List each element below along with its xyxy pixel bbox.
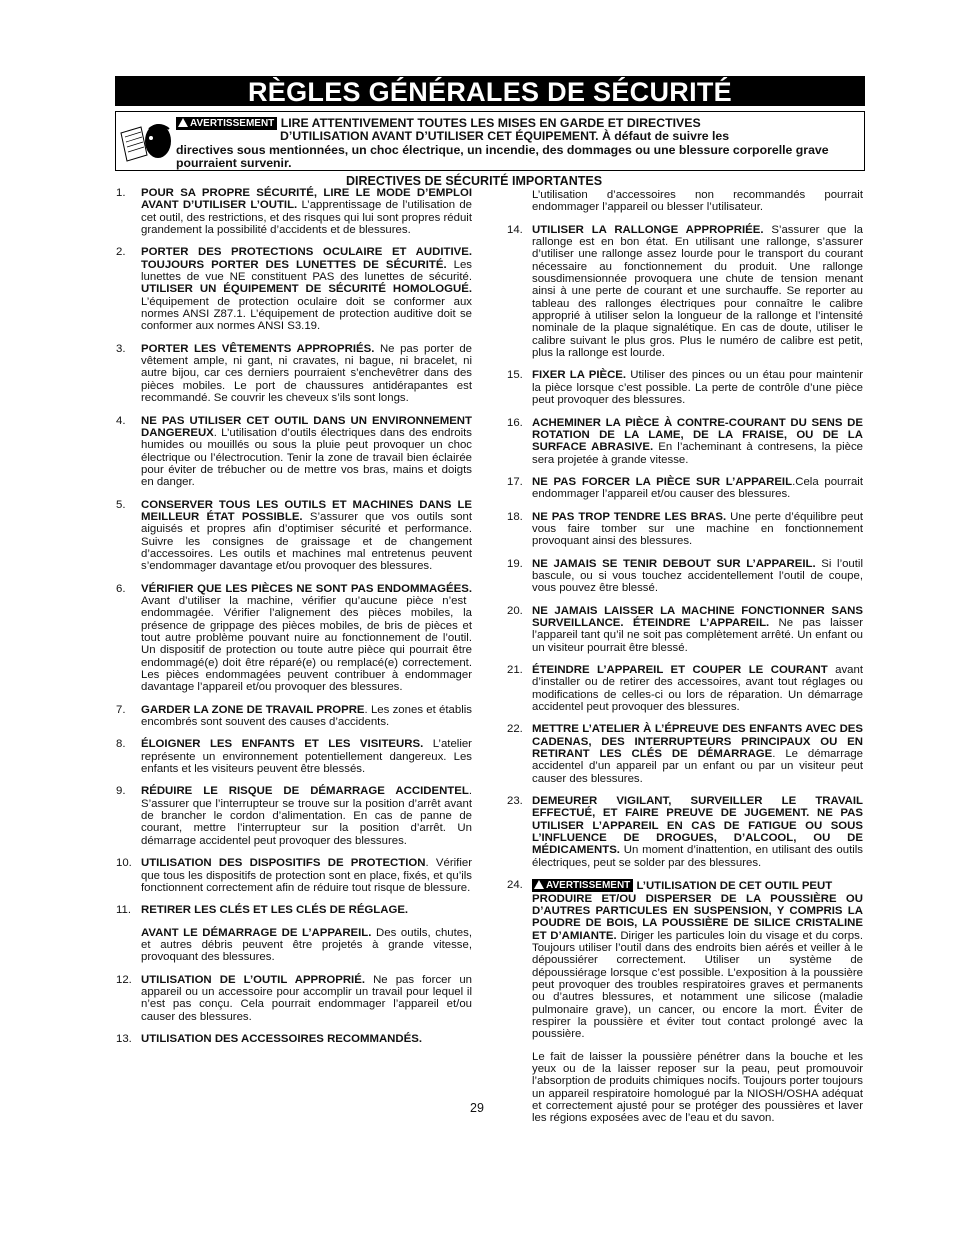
list-item: 1. POUR SA PROPRE SÉCURITÉ, LIRE LE MODE D’EMPLOI AVANT D’UTILISER L’OUTIL. L’apprentissage de l’utilisation de cet outil, des restrictions, et des risques qui lui sont propres réduit grandement la possibilité d’accidents et de blessures. <box>116 187 472 237</box>
list-item: 23. DEMEURER VIGILANT, SURVEILLER LE TRAVAIL EFFECTUÉ, ET FAIRE PREUVE DE JUGEMENT. NE PAS UTILISER L’APPAREIL EN CAS DE FATIGUE OU SOUS L’INFLUENCE DE DROGUES, D’ALCOOL, OU DE MÉDICAMENTS. Un moment d’inattention, en utilisant des outils électriques, peut se solder par des blessures. <box>507 795 863 869</box>
list-item: 6. VÉRIFIER QUE LES PIÈCES NE SONT PAS ENDOMMAGÉES. Avant d’utiliser la machine, vérifier qu’aucune pièce n’est endommagée. Vérifier l’alignement des pièces mobiles, la présence de grippage des pièces mobiles, de bris de pièces et tout autre problème pouvant nuire au fonctionnement de l’outil. Un dispositif de protection ou toute autre pièce qui pourrait être endommagé(e) doit être réparé(e) ou remplacé(e) correctement. Les pièces endommagées peuvent contribuer à endommager davantage l’appareil et/ou provoquer des blessures. <box>116 582 472 694</box>
list-item: 3. PORTER LES VÊTEMENTS APPROPRIÉS. Ne pas porter de vêtement ample, ni gant, ni cravates, ni bague, ni bracelet, ni autre bijou, car ces derniers pourraient s’enchevêtrer dans des pièces mobiles. Le port de chaussures antidérapantes est recommandé. Se couvrir les cheveux s’ils sont longs. <box>116 342 472 405</box>
list-item-warning: 24. AVERTISSEMENT L’UTILISATION DE CET OUTIL PEUT PRODUIRE ET/OU DISPERSER DE LA POUSSIÈRE OU D’AUTRES PARTICULES EN SUSPENSION, Y COMPRIS LA POUDRE DE BOIS, LA POUSSIÈRE DE SILICE CRISTALINE ET D’AMIANTE. Diriger les particules loin du visage et du corps. Toujours utiliser l’outil dans des endroits bien aérés et veiller à le dépoussiérer correctement. Utiliser un système de dépoussiérage lorsque c’est possible. L’exposition à la poussière peut provoquer des troubles respiratoires graves et permanents ou d’autres blessures, et notamment une silicose (maladie pulmonaire grave), un cancer, ou encore la mort. Éviter de respirer la poussière et éviter tout contact prolongé avec la poussière. <box>507 879 863 1041</box>
list-item: 13. UTILISATION DES ACCESSOIRES RECOMMANDÉS. <box>116 1032 422 1045</box>
list-item: 5. CONSERVER TOUS LES OUTILS ET MACHINES DANS LE MEILLEUR ÉTAT POSSIBLE. S’assurer que vos outils sont aiguisés et propres afin d’optimiser sécurité et performance. Suivre les consignes de graissage et de changement d’accessoires. Les outils et machines mal entretenus peuvent s’endommager davantage et/ou provoquer des blessures. <box>116 498 472 573</box>
paragraph: Le fait de laisser la poussière pénétrer dans la bouche et les yeux ou de la laisser reposer sur la peau, peut promouvoir l’absorption de produits chimiques nocifs. Toujours porter toujours un appareil respiratoire homologué par la NIOSH/OSHA adéquat et correctement ajusté pour se protéger des poussières et laver les régions exposées avec de l’eau et du savon. <box>532 1050 863 1125</box>
warning-box <box>115 111 865 171</box>
left-column <box>116 187 472 1055</box>
list-item: 7. GARDER LA ZONE DE TRAVAIL PROPRE. Les zones et établis encombrés sont souvent des causes d’accidents. <box>116 703 472 729</box>
list-item: 10. UTILISATION DES DISPOSITIFS DE PROTECTION. Vérifier que tous les dispositifs de protection sont en place, fixés, et qu’ils fonctionnent correctement afin de réduire tout risque de blessure. <box>116 857 472 894</box>
list-item: 12. UTILISATION DE L’OUTIL APPROPRIÉ. Ne pas forcer un appareil ou un accessoire pour accomplir un travail pour lequel il n’est pas conçu. Cela pourrait endommager l’appareil et/ou causer des blessures. <box>116 973 473 1023</box>
warning-badge: AVERTISSEMENT <box>532 879 633 892</box>
right-column <box>507 189 863 1134</box>
list-item: 14. UTILISER LA RALLONGE APPROPRIÉE. S’assurer que la rallonge est en bon état. En utilisant une rallonge, s’assurer d’utiliser une rallonge assez lourde pour le transport du courant nécessaire au fonctionnement du produit. Une rallonge sousdimensionnée provoquera une chute de tension menant ainsi à une perte de courant et une surchauffe. Se reporter au tableau des rallonges électriques pour connaître le calibre approprié à utiliser selon la longueur de la rallonge et l’intensité nominale de la plaque signalétique. En cas de doute, utiliser le calibre suivant le plus gros. Plus le numéro de calibre est petit, plus la rallonge est lourde. <box>507 223 863 360</box>
page-number: 29 <box>470 1101 484 1115</box>
warning-triangle-icon <box>534 880 544 889</box>
manual-reader-icon <box>119 117 173 165</box>
list-item: 8. ÉLOIGNER LES ENFANTS ET LES VISITEURS. L’atelier représente un environnement potentiellement dangereux. Les enfants et les visiteurs peuvent être blessés. <box>116 738 472 776</box>
list-item: 11. RETIRER LES CLÉS ET LES CLÉS DE RÉGLAGE. <box>116 904 409 917</box>
list-item: 19. NE JAMAIS SE TENIR DEBOUT SUR L’APPAREIL. Si l’outil bascule, ou si vous touchez accidentellement l’outil de coupe, vous pouvez être blessé. <box>507 557 863 595</box>
list-item: 18. NE PAS TROP TENDRE LES BRAS. Une perte d’équilibre peut vous faire tomber sur une machine en fonctionnement provoquant ainsi des blessures. <box>507 510 863 548</box>
list-item: 20. NE JAMAIS LAISSER LA MACHINE FONCTIONNER SANS SURVEILLANCE. ÉTEINDRE L’APPAREIL. Ne pas laisser l’appareil tant qu’il ne soit pas complètement arrêté. Un enfant ou un visiteur pourrait être blessé. <box>507 604 863 654</box>
list-item: 9. RÉDUIRE LE RISQUE DE DÉMARRAGE ACCIDENTEL. S’assurer que l’interrupteur se trouve sur la position d’arrêt avant de brancher le cordon d’alimentation. En cas de panne de courant, mettre l’interrupteur sur la position d’arrêt. Un démarrage accidentel peut provoquer des blessures. <box>116 785 472 847</box>
list-item: L’utilisation d’accessoires non recommandés pourrait endommager l’appareil ou blesser l’utilisateur. <box>532 189 863 214</box>
list-item: 22. METTRE L’ATELIER À L’ÉPREUVE DES ENFANTS AVEC DES CADENAS, DES INTERRUPTEURS PRINCIPAUX OU EN RETIRANT LES CLÉS DE DÉMARRAGE. Le démarrage accidentel d’un appareil par un enfant ou par un visiteur peut causer des blessures. <box>507 723 863 785</box>
page-title: RÈGLES GÉNÉRALES DE SÉCURITÉ <box>115 76 865 106</box>
list-item: 4. NE PAS UTILISER CET OUTIL DANS UN ENVIRONNEMENT DANGEREUX. L’utilisation d’outils électriques dans des endroits humides ou mouillés ou sous la pluie peut provoquer un choc électrique ou l’électrocution. Tenir la zone de travail bien éclairée pour éviter de trébucher ou de mettre vos bras, mains et doigts en danger. <box>116 414 472 489</box>
list-item: 17. NE PAS FORCER LA PIÈCE SUR L’APPAREIL.Cela pourrait endommager l’appareil et/ou causer des blessures. <box>507 475 863 501</box>
warning-badge: AVERTISSEMENT <box>176 117 277 130</box>
section-heading: DIRECTIVES DE SÉCURITÉ IMPORTANTES <box>346 174 603 188</box>
list-item: 15. FIXER LA PIÈCE. Utiliser des pinces ou un étau pour maintenir la pièce lorsque c’est possible. La perte de contrôle d’une pièce peut provoquer des blessures. <box>507 369 863 407</box>
list-item: AVANT LE DÉMARRAGE DE L’APPAREIL. Des outils, chutes, et autres débris peuvent être projetés à grande vitesse, provoquant des blessures. <box>141 926 472 964</box>
list-item: 21. ÉTEINDRE L’APPAREIL ET COUPER LE COURANT avant d’installer ou de retirer des accessoires, avant tout réglages ou modifications de celles-ci ou lors de réparation. Un démarrage accidentel peut provoquer des blessures. <box>507 664 864 714</box>
list-item: 16. ACHEMINER LA PIÈCE À CONTRE-COURANT DU SENS DE ROTATION DE LA LAME, DE LA FRAISE, OU DE LA SURFACE ABRASIVE. En l’acheminant à contresens, la pièce sera projetée à grande vitesse. <box>507 416 863 466</box>
list-item: 2. PORTER DES PROTECTIONS OCULAIRE ET AUDITIVE. TOUJOURS PORTER DES LUNETTES DE SÉCURITÉ. Les lunettes de vue NE constituent PAS des lunettes de sécurité. UTILISER UN ÉQUIPEMENT DE SÉCURITÉ HOMOLOGUÉ. L’équipement de protection oculaire doit se conformer aux normes ANSI Z87.1. L’équipement de protection auditive doit se conformer aux normes ANSI S3.19. <box>116 246 472 333</box>
warning-triangle-icon <box>178 118 188 127</box>
warning-text: AVERTISSEMENT LIRE ATTENTIVEMENT TOUTES LES MISES EN GARDE ET DIRECTIVES D’UTILISATION AVANT D’UTILISER CET ÉQUIPEMENT. À défaut de suivre les directives sous mentionnées, un choc électrique, un incendie, des dommages ou une blessure corporelle grave pourraient survenir. <box>176 116 829 170</box>
